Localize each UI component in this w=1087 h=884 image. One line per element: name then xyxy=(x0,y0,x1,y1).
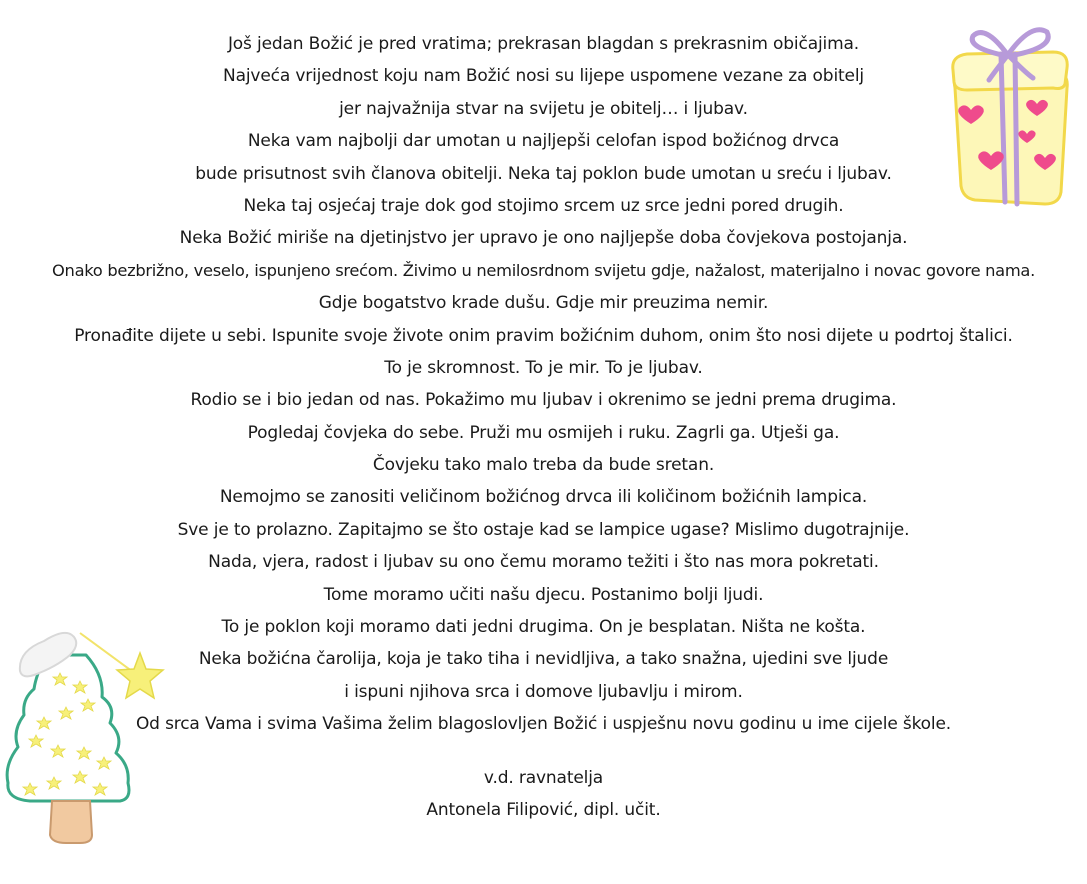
letter-line: Još jedan Božić je pred vratima; prekrasan blagdan s prekrasnim običajima. xyxy=(227,34,860,54)
letter-line: Nemojmo se zanositi veličinom božićnog drvca ili količinom božićnih lampica. xyxy=(219,487,868,508)
letter-line: To je skromnost. To je mir. To je ljubav. xyxy=(384,357,703,378)
letter-line: Gdje bogatstvo krade dušu. Gdje mir preuzima nemir. xyxy=(318,293,769,314)
letter-line: Rodio se i bio jedan od nas. Pokažimo mu ljubav i okrenimo se jedni prema drugima. xyxy=(190,390,897,411)
letter-line: jer najvažnija stvar na svijetu je obitelj… i ljubav. xyxy=(339,98,748,119)
letter-line: Neka vam najbolji dar umotan u najljepši celofan ispod božićnog drvca xyxy=(247,131,840,152)
letter-line: Najveća vrijednost koju nam Božić nosi su lijepe uspomene vezane za obitelj xyxy=(223,66,864,87)
letter-line: Neka Božić miriše na djetinjstvo jer upravo je ono najljepše doba čovjekova postojanja. xyxy=(179,228,908,249)
letter-line: Od srca Vama i svima Vašima želim blagoslovljen Božić i uspješnu novu godinu u ime cijele škole. xyxy=(135,714,952,735)
letter-line: To je poklon koji moramo dati jedni drugima. On je besplatan. Ništa ne košta. xyxy=(221,617,866,638)
letter-line: Onako bezbrižno, veselo, ispunjeno srećom. Živimo u nemilosrdnom svijetu gdje, nažalost, materijalno i novac govore nama. xyxy=(52,260,1035,280)
letter-line: bude prisutnost svih članova obitelji. Neka taj poklon bude umotan u sreću i ljubav. xyxy=(195,163,892,184)
tree-star xyxy=(117,653,163,698)
letter-line: Nada, vjera, radost i ljubav su ono čemu moramo težiti i što nas mora pokretati. xyxy=(208,552,879,573)
gift-icon xyxy=(945,18,1075,208)
letter-line: Tome moramo učiti našu djecu. Postanimo bolji ljudi. xyxy=(323,584,764,605)
tree-trunk xyxy=(50,801,92,843)
letter-line: Neka božićna čarolija, koja je tako tiha i nevidljiva, a tako snažna, ujedini sve ljude xyxy=(198,649,889,670)
letter-line: Pronađite dijete u sebi. Ispunite svoje živote onim pravim božićnim duhom, onim što nosi dijete u podrtoj štalici. xyxy=(74,325,1013,346)
letter-line: i ispuni njihova srca i domove ljubavlju i mirom. xyxy=(344,681,743,702)
letter-line: Neka taj osjećaj traje dok god stojimo srcem uz srce jedni pored drugih. xyxy=(243,195,844,216)
signature-name: Antonela Filipović, dipl. učit. xyxy=(426,800,661,821)
christmas-tree-icon xyxy=(0,615,170,850)
letter-line: Pogledaj čovjeka do sebe. Pruži mu osmijeh i ruku. Zagrli ga. Utješi ga. xyxy=(247,422,840,443)
letter-line: Sve je to prolazno. Zapitajmo se što ostaje kad se lampice ugase? Mislimo dugotrajnije. xyxy=(177,519,910,540)
signature-title: v.d. ravnatelja xyxy=(483,768,604,788)
letter-line: Čovjeku tako malo treba da bude sretan. xyxy=(372,455,715,476)
